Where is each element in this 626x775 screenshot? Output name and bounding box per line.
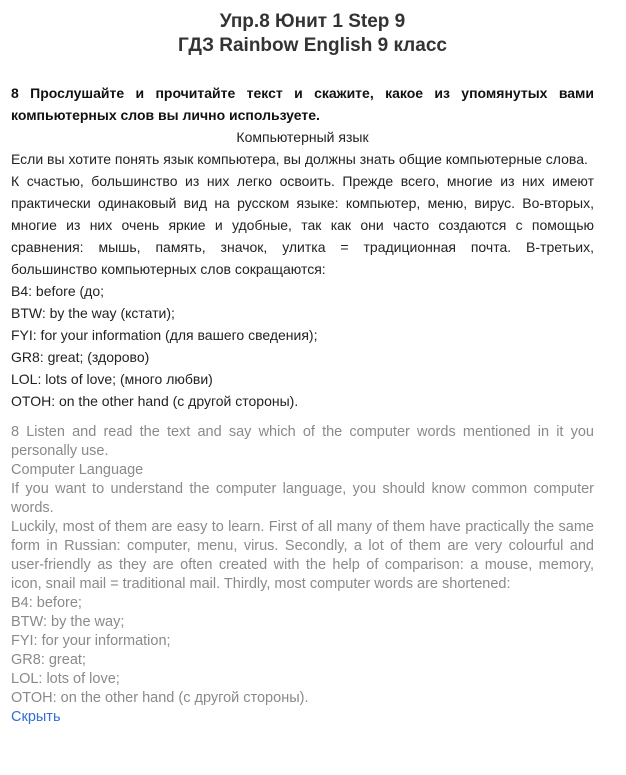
english-abbreviation: GR8: great;: [11, 652, 86, 668]
english-paragraph: Luckily, most of them are easy to learn. First of all many of them have practically the same form in Russian: computer, menu, virus. Secondly, a lot of them are very colourful and user-friendly as they are often created with the help of comparison: a mouse, memory, icon, snail mail = traditional mail. Thirdly, most computer words are shortened:: [11, 519, 594, 592]
russian-abbreviation: OTOH: on the other hand (с другой стороны).: [11, 393, 299, 409]
task-instruction: 8 Прослушайте и прочитайте текст и скажите, какое из упомянутых вами компьютерных слов вы лично используете.: [11, 85, 594, 123]
page: [0, 10, 626, 727]
russian-paragraph: К счастью, большинство из них легко освоить. Прежде всего, многие из них имеют практически одинаковый вид на русском языке: компьютер, меню, вирус. Во-вторых, многие из них очень яркие и удобные, так как они часто создаются с помощью сравнения: мышь, память, значок, улитка = традиционная почта. В-третьих, большинство компьютерных слов сокращаются:: [11, 173, 594, 277]
page-title: [31, 10, 594, 58]
russian-subtitle: Компьютерный язык: [236, 129, 369, 145]
english-abbreviation: OTOH: on the other hand (с другой стороны).: [11, 690, 309, 706]
russian-translation: [11, 126, 594, 412]
english-task: 8 Listen and read the text and say which of the computer words mentioned in it you personally use.: [11, 424, 594, 459]
english-abbreviation: BTW: by the way;: [11, 614, 125, 630]
title-line-1: Упр.8 Юнит 1 Step 9: [219, 11, 406, 32]
english-original: [11, 423, 594, 727]
english-abbreviation: B4: before;: [11, 595, 82, 611]
english-abbreviation: LOL: lots of love;: [11, 671, 120, 687]
russian-abbreviation: LOL: lots of love; (много любви): [11, 371, 213, 387]
english-abbreviation: FYI: for your information;: [11, 633, 171, 649]
title-line-2: ГДЗ Rainbow English 9 класс: [178, 35, 447, 56]
english-paragraph: If you want to understand the computer language, you should know common computer words.: [11, 481, 594, 516]
hide-link[interactable]: Скрыть: [11, 709, 61, 725]
english-subtitle: Computer Language: [11, 462, 144, 478]
russian-abbreviation: B4: before (до;: [11, 283, 104, 299]
russian-abbreviation: BTW: by the way (кстати);: [11, 305, 175, 321]
russian-paragraph: Если вы хотите понять язык компьютера, вы должны знать общие компьютерные слова.: [11, 151, 588, 167]
russian-abbreviation: GR8: great; (здорово): [11, 349, 150, 365]
russian-abbreviation: FYI: for your information (для вашего сведения);: [11, 327, 318, 343]
